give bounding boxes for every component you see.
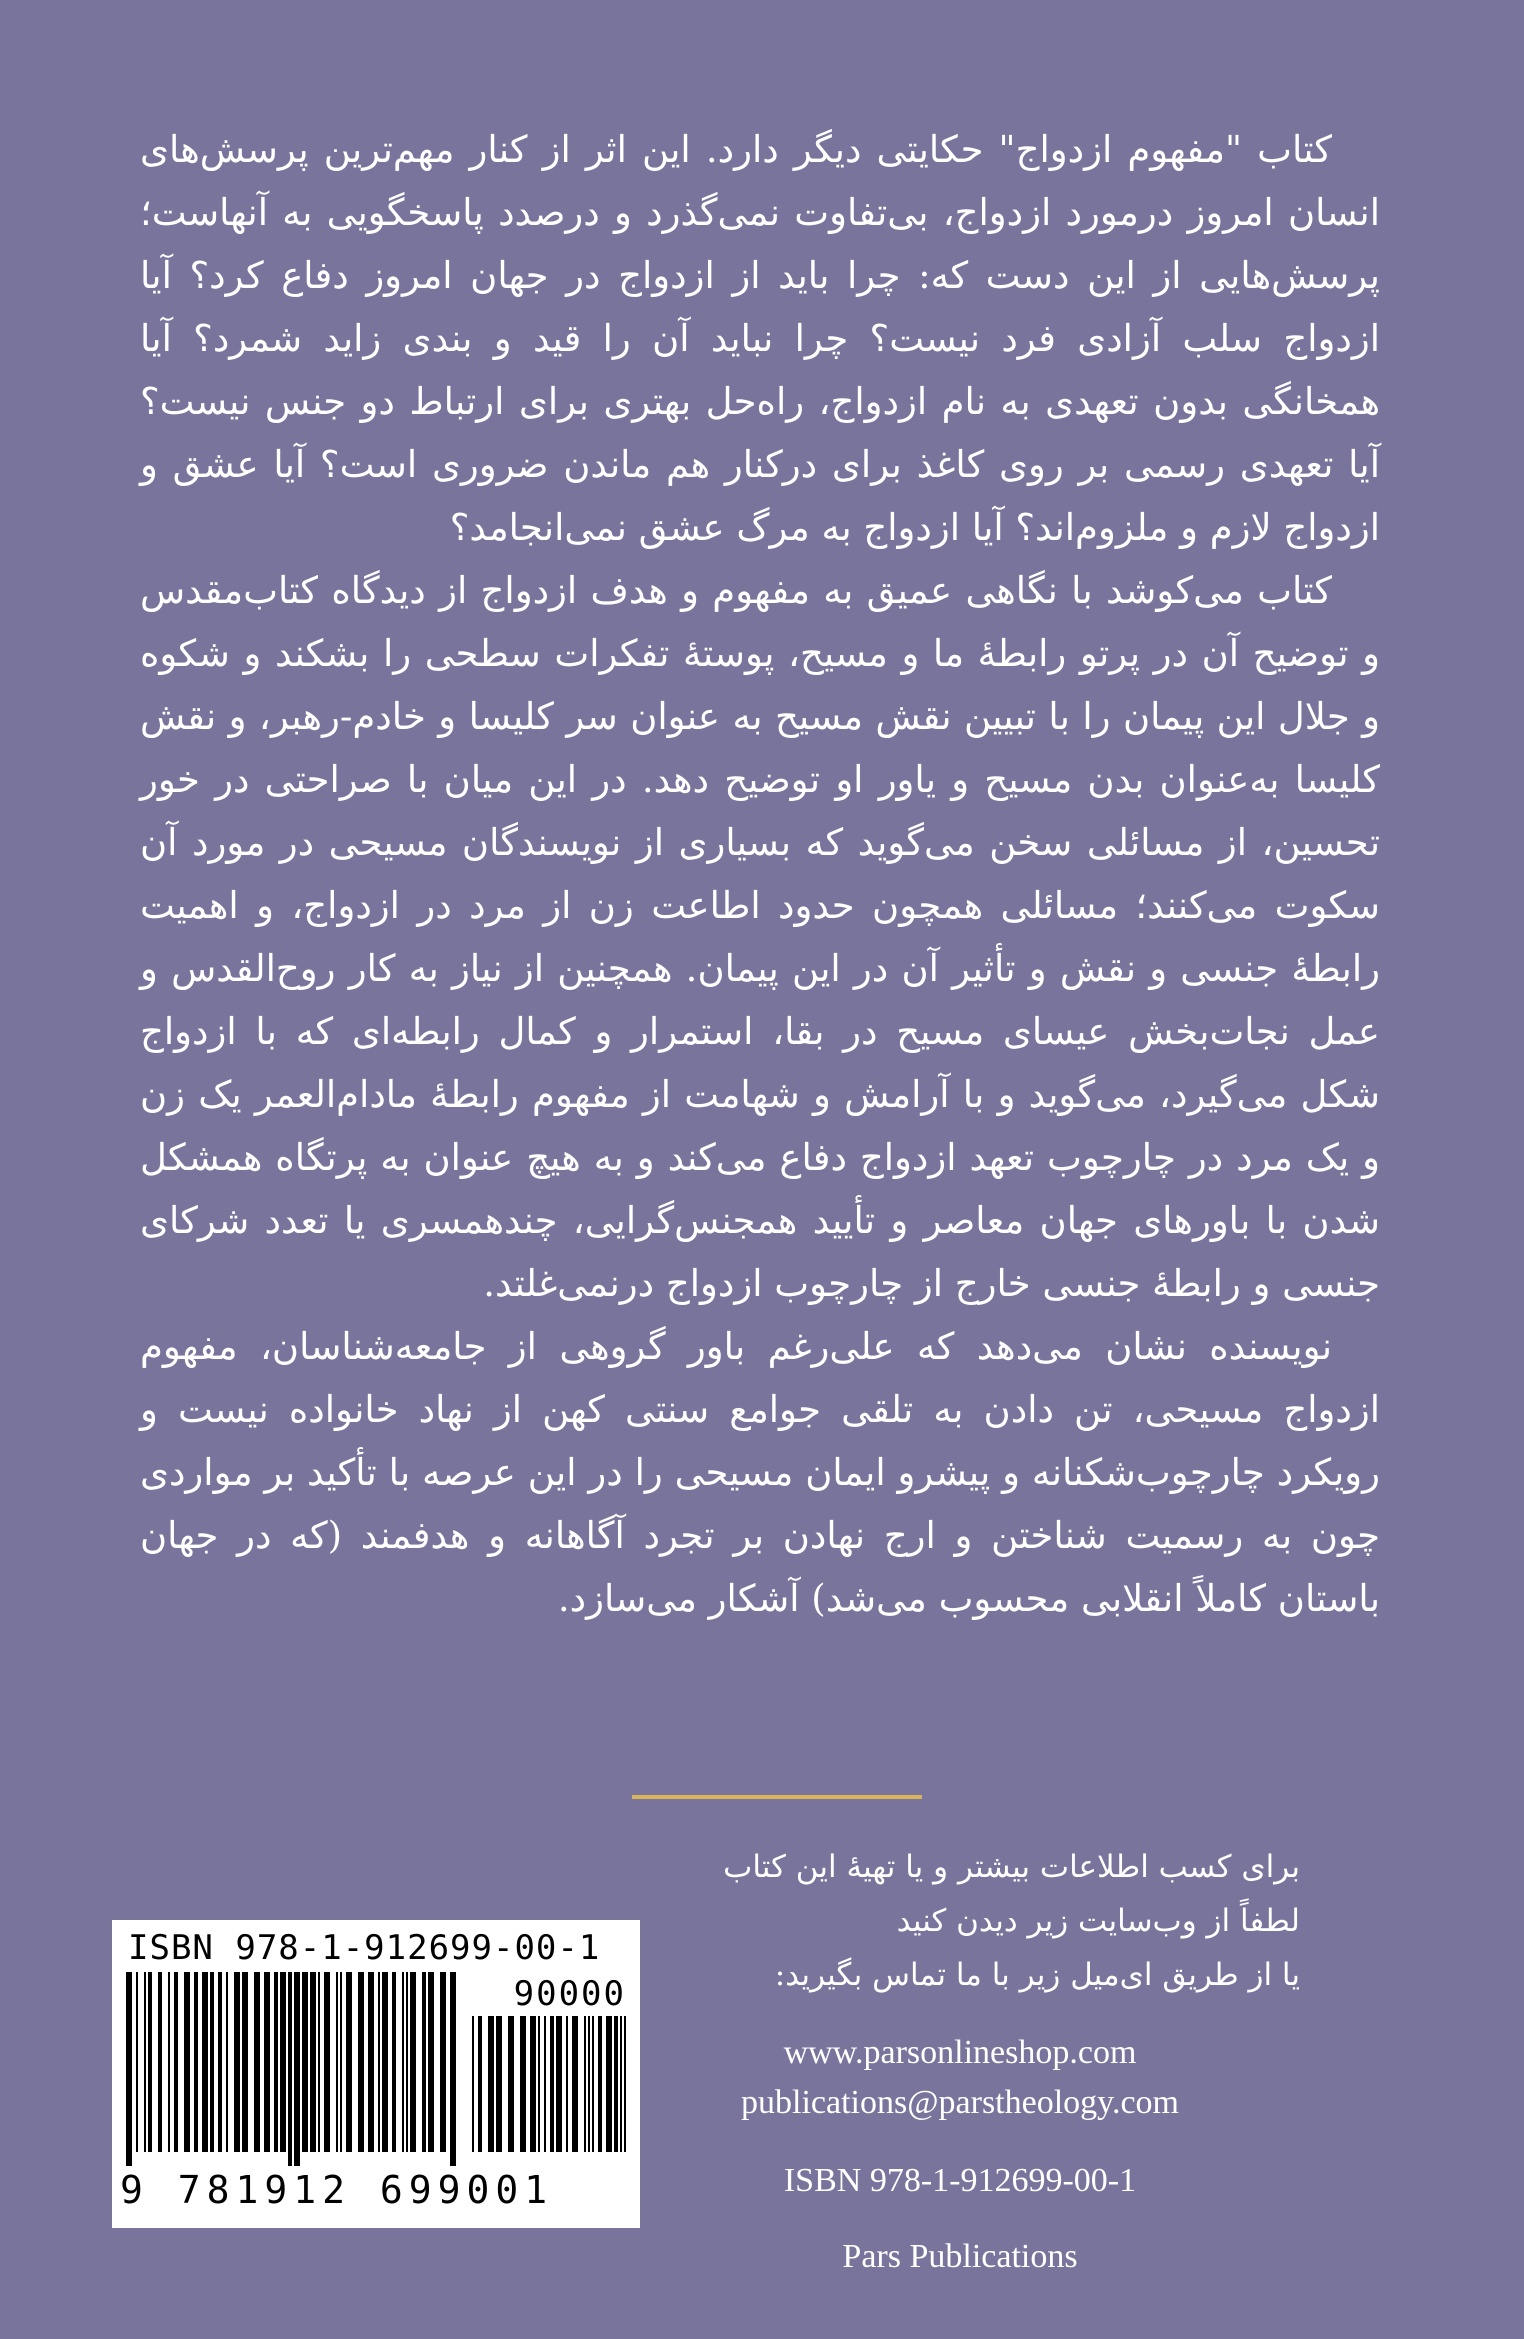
barcode-main-bars <box>126 1972 456 2166</box>
barcode-bar <box>550 2016 554 2152</box>
barcode-bar <box>544 2016 546 2152</box>
description-paragraph-1: کتاب "مفهوم ازدواج" حکایتی دیگر دارد. این اثر از کنار مهم‌ترین پرسش‌های انسان امروز درمورد ازدواج، بی‌تفاوت نمی‌گذرد و درصدد پاسخگویی به آنهاست؛ پرسش‌هایی از این دست که: چرا باید از ازدواج در جهان امروز دفاع کرد؟ آیا ازدواج سلب آزادی فرد نیست؟ چرا نباید آن را قید و بندی زاید شمرد؟ آیا همخانگی بدون تعهدی به نام ازدواج، راه‌حل بهتری برای ارتباط دو جنس نیست؟ آیا تعهدی رسمی بر روی کاغذ برای درکنار هم ماندن ضروری است؟ آیا عشق و ازدواج لازم و ملزوم‌اند؟ آیا ازدواج به مرگ عشق نمی‌انجامد؟ <box>140 128 1380 549</box>
barcode-bar <box>168 1972 170 2152</box>
barcode-bar <box>288 1972 292 2166</box>
barcode-bar <box>340 1972 342 2152</box>
description-paragraph-2: کتاب می‌کوشد با نگاهی عمیق به مفهوم و هدف ازدواج از دیدگاه کتاب‌مقدس و توضیح آن در پرتو رابطهٔ ما و مسیح، پوستهٔ تفکرات سطحی را بشکند و شکوه و جلال این پیمان را با تبیین نقش مسیح به عنوان سر کلیسا و خادم-رهبر، و نقش کلیسا به‌عنوان بدن مسیح و یاور او توضیح دهد. در این میان با صراحتی در خور تحسین، از مسائلی سخن می‌گوید که بسیاری از نویسندگان مسیحی در مورد آن سکوت می‌کنند؛ مسائلی همچون حدود اطاعت زن از مرد در ازدواج، و اهمیت رابطهٔ جنسی و نقش و تأثیر آن در این پیمان. همچنین از نیاز به کار روح‌القدس و عمل نجات‌بخش عیسای مسیح در بقا، استمرار و کمال رابطه‌ای که با ازدواج شکل می‌گیرد، می‌گوید و با آرامش و شهامت از مفهوم رابطهٔ مادام‌العمر یک زن و یک مرد در چارچوب تعهد ازدواج دفاع می‌کند و به هیچ عنوان به پرتگاه همشکل شدن با باورهای جهان معاصر و تأیید همجنس‌گرایی، چندهمسری یا تعدد شرکای جنسی و رابطهٔ جنسی خارج از چارچوب ازدواج درنمی‌غلتد. <box>140 569 1380 1305</box>
barcode-bar <box>194 1972 198 2152</box>
contact-line-2: لطفاً از وب‌سایت زیر دیدن کنید <box>896 1903 1300 1939</box>
email-link[interactable]: publications@parstheology.com <box>741 2084 1179 2121</box>
isbn-barcode <box>112 1920 640 2228</box>
barcode-bar <box>184 1972 190 2152</box>
barcode-bar <box>556 2016 562 2152</box>
barcode-bar <box>584 2016 586 2152</box>
gold-divider <box>632 1795 922 1799</box>
barcode-bar <box>496 2016 502 2152</box>
barcode-bar <box>126 1972 132 2166</box>
barcode-bar <box>450 1972 456 2166</box>
barcode-bar <box>202 1972 208 2152</box>
barcode-addon-bars <box>472 2016 628 2166</box>
barcode-bar <box>566 2016 568 2152</box>
barcode-bar <box>624 2016 626 2152</box>
barcode-bar <box>358 1972 364 2152</box>
contact-line-3: یا از طریق ای‌میل زیر با ما تماس بگیرید: <box>774 1957 1300 1993</box>
barcode-bar <box>406 1972 408 2152</box>
barcode-price-code: 90000 <box>513 1974 626 2014</box>
barcode-bar <box>422 1972 426 2152</box>
description-paragraph-3: نویسنده نشان می‌دهد که علی‌رغم باور گروهی از جامعه‌شناسان، مفهوم ازدواج مسیحی، تن دادن به تلقی جوامع سنتی کهن از نهاد خانواده نیست و رویکرد چارچوب‌شکنانه و پیشرو ایمان مسیحی را در این عرصه با تأکید بر مواردی چون به رسمیت شناختن و ارج نهادن بر تجرد آگاهانه و هدفمند (که در جهان باستان کاملاً انقلابی محسوب می‌شد) آشکار می‌سازد. <box>140 1325 1380 1620</box>
barcode-bar <box>234 1972 240 2152</box>
barcode-bar <box>614 2016 618 2152</box>
barcode-bar <box>572 2016 578 2152</box>
barcode-bar <box>310 1972 316 2152</box>
barcode-bar <box>148 1972 152 2152</box>
barcode-bar <box>144 1972 146 2152</box>
barcode-bar <box>368 1972 374 2152</box>
barcode-bar <box>588 2016 590 2152</box>
barcode-bar <box>488 2016 494 2152</box>
barcode-bar <box>136 1972 138 2152</box>
barcode-bar <box>478 2016 482 2152</box>
barcode-bar <box>538 2016 540 2152</box>
barcode-bar <box>280 1972 286 2152</box>
barcode-bar <box>254 1972 260 2152</box>
barcode-bar <box>410 1972 416 2152</box>
barcode-bar <box>210 1972 214 2152</box>
barcode-bar <box>302 1972 308 2152</box>
barcode-bar <box>174 1972 178 2152</box>
barcode-bar <box>346 1972 352 2152</box>
website-link[interactable]: www.parsonlineshop.com <box>783 2034 1137 2071</box>
barcode-bar <box>440 1972 446 2152</box>
contact-info-english <box>700 2028 1220 2282</box>
barcode-bar <box>472 2016 474 2152</box>
barcode-bar <box>378 1972 380 2152</box>
barcode-bar <box>158 1972 162 2152</box>
barcode-bar <box>264 1972 270 2152</box>
barcode-bar <box>324 1972 330 2152</box>
barcode-bar <box>606 2016 612 2152</box>
back-cover-description <box>140 118 1380 1630</box>
barcode-bar <box>392 1972 396 2152</box>
barcode-bar <box>402 1972 404 2152</box>
barcode-bar <box>226 1972 228 2152</box>
barcode-bar <box>336 1972 338 2152</box>
barcode-bar <box>242 1972 248 2152</box>
barcode-bar <box>428 1972 434 2152</box>
barcode-bar <box>318 1972 320 2152</box>
barcode-bar <box>508 2016 514 2152</box>
isbn-text: ISBN 978-1-912699-00-1 <box>783 2162 1137 2199</box>
barcode-bar <box>274 1972 278 2152</box>
barcode-bar <box>520 2016 526 2152</box>
barcode-bar <box>620 2016 622 2152</box>
barcode-bar <box>592 2016 594 2152</box>
barcode-bar <box>530 2016 536 2152</box>
publisher-name: Pars Publications <box>842 2238 1078 2275</box>
barcode-digits: 9 781912 699001 <box>120 2168 554 2212</box>
contact-line-1: برای کسب اطلاعات بیشتر و یا تهیهٔ این کتاب <box>723 1849 1300 1885</box>
barcode-bar <box>294 1972 300 2166</box>
contact-info-persian <box>660 1840 1300 2002</box>
barcode-bar <box>382 1972 388 2152</box>
barcode-bar <box>598 2016 602 2152</box>
barcode-bar <box>218 1972 222 2152</box>
barcode-isbn-label: ISBN 978-1-912699-00-1 <box>128 1928 601 1968</box>
